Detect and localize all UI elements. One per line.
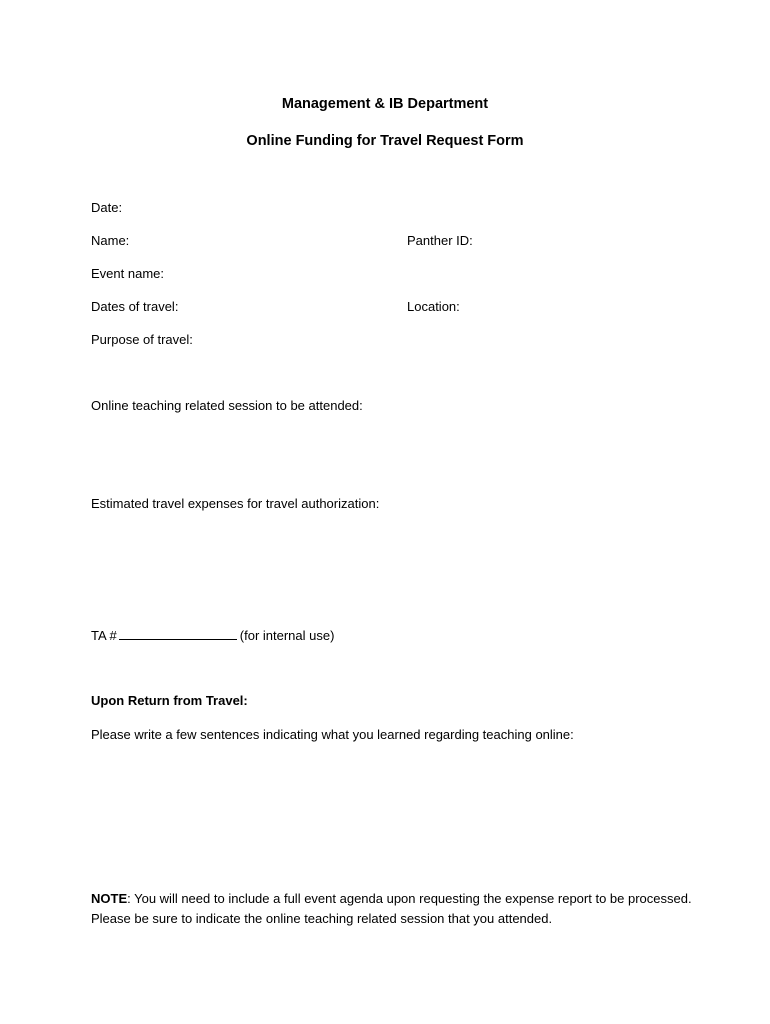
department-heading: Management & IB Department [281,96,489,112]
ta-label: TA # [91,628,117,643]
ta-suffix: (for internal use) [239,628,335,643]
name-label: Name: [91,233,130,248]
ta-number-line [91,628,334,644]
location-label: Location: [407,299,460,314]
panther-id-label: Panther ID: [407,233,473,248]
note-label: NOTE [91,891,128,906]
purpose-of-travel-label: Purpose of travel: [91,332,193,347]
date-label: Date: [91,200,123,215]
expenses-label: Estimated travel expenses for travel authorization: [91,496,380,511]
return-heading: Upon Return from Travel: [91,693,248,708]
form-title: Online Funding for Travel Request Form [246,133,524,149]
session-label: Online teaching related session to be attended: [91,398,363,413]
ta-number-blank [119,628,237,640]
note-line-1 [91,891,692,907]
return-prompt: Please write a few sentences indicating what you learned regarding teaching online: [91,727,574,742]
dates-of-travel-label: Dates of travel: [91,299,179,314]
note-line-2: Please be sure to indicate the online teaching related session that you attended. [91,911,553,926]
event-name-label: Event name: [91,266,164,281]
note-text-1: : You will need to include a full event agenda upon requesting the expense report to be processed. [127,891,692,906]
